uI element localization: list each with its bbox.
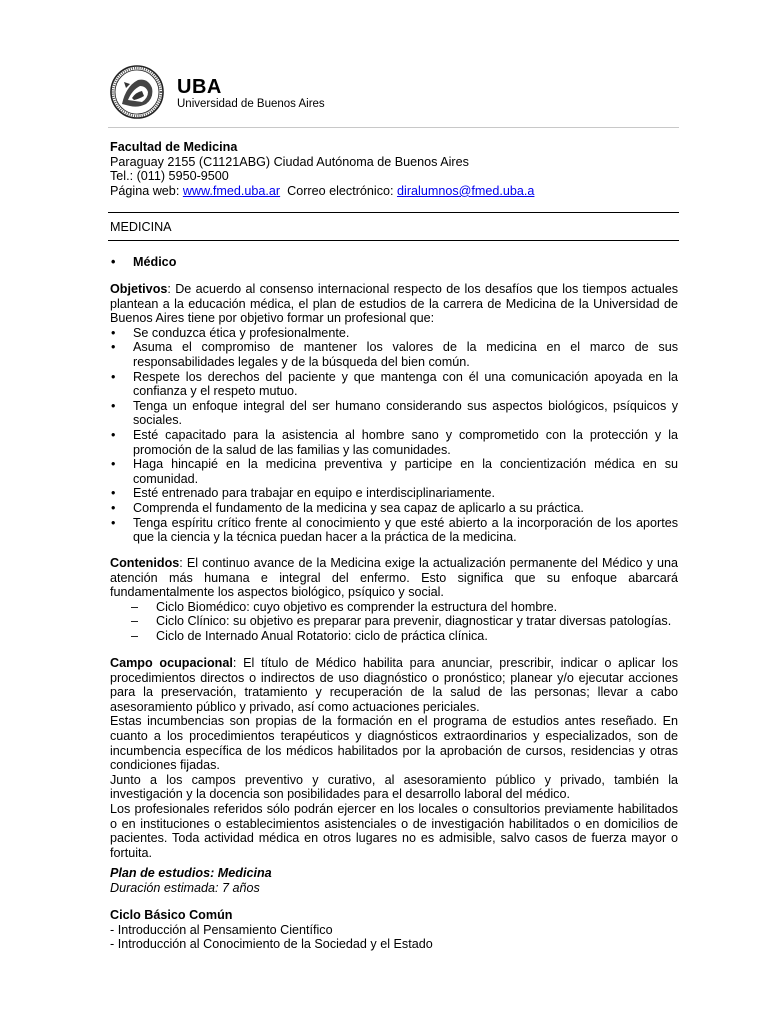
contenidos-list (110, 600, 678, 644)
section-divider-top (108, 212, 679, 213)
objetivos-label: Objetivos (110, 282, 168, 296)
university-name: Universidad de Buenos Aires (177, 98, 325, 110)
objetivo-item: • Respete los derechos del paciente y que mantenga con él una comunicación apoyada en la confianza y el respeto mutuo. (110, 370, 678, 399)
campo-p3: Junto a los campos preventivo y curativo, al asesoramiento público y privado, también la investigación y la docencia son posibilidades para el desarrollo laboral del médico. (110, 772, 678, 802)
contenidos-intro (110, 556, 678, 600)
objetivo-item: • Esté capacitado para la asistencia al hombre sano y comprometido con la protección y la promoción de la salud de las familias y las comunidades. (110, 428, 678, 457)
cbc-section (110, 908, 678, 952)
faculty-phone: Tel.: (011) 5950-9500 (110, 169, 229, 184)
plan-duration: Duración estimada: 7 años (110, 880, 260, 895)
plan-title: Plan de estudios: Medicina (110, 866, 272, 880)
cbc-item: - Introducción al Conocimiento de la Sociedad y el Estado (110, 937, 433, 952)
web-link[interactable]: www.fmed.uba.ar (182, 183, 281, 198)
faculty-contact-line (110, 184, 678, 199)
university-header (108, 64, 668, 120)
objetivo-item: • Tenga un enfoque integral del ser humano considerando sus aspectos biológicos, psíquicos y sociales. (110, 399, 678, 428)
objetivos-section (110, 282, 678, 545)
cbc-item: - Introducción al Pensamiento Científico (110, 922, 333, 937)
email-link[interactable]: diralumnos@fmed.uba.a (397, 183, 535, 198)
campo-p4: Los profesionales referidos sólo podrán ejercer en los locales o consultorios previamente habilitados o en instituciones o establecimientos asistenciales o de investigación habilitados o en domicilios de pacientes. Toda actividad médica en otros lugares no es admisible, salvo casos de fuerza mayor o fortuita. (110, 801, 678, 860)
objetivo-item: • Tenga espíritu crítico frente al conocimiento y que esté abierto a la incorporación de los aportes que la ciencia y la técnica puedan hacer a la práctica de la medicina. (110, 516, 678, 545)
objetivo-item: • Comprenda el fundamento de la medicina y sea capaz de aplicarlo a su práctica. (110, 501, 678, 516)
contenidos-section (110, 556, 678, 644)
contenidos-label: Contenidos (110, 556, 180, 570)
section-title: MEDICINA (110, 220, 172, 234)
objetivos-text: : De acuerdo al consenso internacional respecto de los desafíos que los tiempos actuales plantean a la educación médica, el plan de estudios de la carrera de Medicina de la Universidad de Buenos Aires tiene por objetivo formar un profesional que: (110, 282, 678, 326)
objetivo-item: • Haga hincapié en la medicina preventiva y participe en la concientización médica en su comunidad. (110, 457, 678, 486)
objetivo-item: • Esté entrenado para trabajar en equipo e interdisciplinariamente. (110, 486, 678, 501)
degree-item: • Médico (110, 255, 678, 270)
objetivo-item: • Se conduzca ética y profesionalmente. (110, 326, 678, 341)
campo-p1 (110, 656, 678, 714)
faculty-address: Paraguay 2155 (C1121ABG) Ciudad Autónoma de Buenos Aires (110, 154, 469, 169)
cbc-list (110, 923, 678, 952)
campo-section (110, 656, 678, 860)
campo-text: : El título de Médico habilita para anunciar, prescribir, indicar o aplicar los procedimientos directos o indirectos de uso diagnóstico o pronóstico; planear y/o ejecutar acciones para la preservación, tratamiento y recuperación de la salud de las personas; llevar a cabo asesoramiento público y privado, así como actuaciones periciales. (110, 656, 678, 714)
objetivos-list (110, 326, 678, 545)
plan-section (110, 866, 678, 895)
degree-list (110, 255, 678, 270)
contenidos-text: : El continuo avance de la Medicina exige la actualización permanente del Médico y una atención más humana e integral del enfermo. Esto significa que su enfoque abarcará fundamentalmente los aspectos biológico, psíquico y social. (110, 556, 678, 600)
contenido-item: – Ciclo de Internado Anual Rotatorio: ciclo de práctica clínica. (110, 629, 678, 644)
faculty-info (110, 140, 678, 198)
uba-seal-icon (108, 64, 168, 120)
section-divider-bottom (108, 240, 679, 241)
objetivo-item: • Asuma el compromiso de mantener los valores de la medicina en el marco de sus responsabilidades legales y de la búsqueda del bien común. (110, 340, 678, 369)
contenido-item: – Ciclo Clínico: su objetivo es preparar para prevenir, diagnosticar y tratar diversas patologías. (110, 614, 678, 629)
faculty-name: Facultad de Medicina (110, 140, 238, 154)
contenido-item: – Ciclo Biomédico: cuyo objetivo es comprender la estructura del hombre. (110, 600, 678, 615)
email-label: Correo electrónico: (280, 183, 398, 198)
header-divider (108, 127, 679, 128)
cbc-title: Ciclo Básico Común (110, 908, 233, 922)
uba-logo-text: UBA (177, 76, 222, 98)
web-label: Página web: (110, 183, 183, 198)
campo-p2: Estas incumbencias son propias de la formación en el programa de estudios antes reseñado. En cuanto a los procedimientos terapéuticos y diagnósticos extraordinarios y especializados, son de incumbencia específica de los médicos habilitados por la aprobación de cursos, residencias y otras condiciones fijadas. (110, 714, 678, 773)
campo-label: Campo ocupacional (110, 656, 233, 670)
objetivos-intro (110, 282, 678, 326)
